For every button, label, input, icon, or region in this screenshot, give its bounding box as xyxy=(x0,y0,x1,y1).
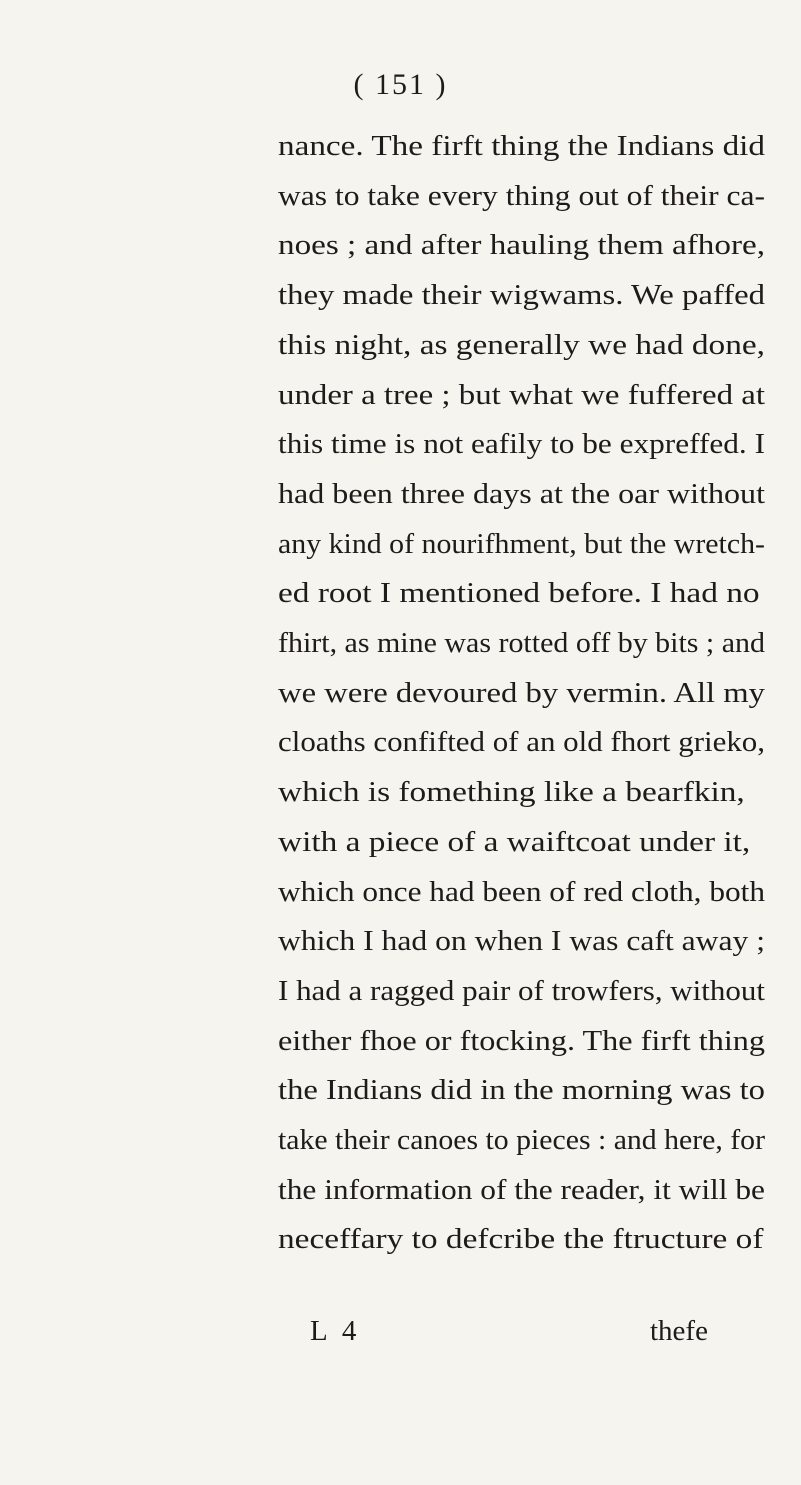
text-line: the information of the reader, it will be xyxy=(278,1173,765,1206)
text-line: the Indians did in the morning was to xyxy=(278,1074,765,1107)
text-line: any kind of nourifhment, but the wretch- xyxy=(278,527,765,560)
page-number: ( 151 ) xyxy=(353,68,448,101)
text-line: cloaths confifted of an old fhort grieko, xyxy=(278,726,765,759)
text-line: noes ; and after hauling them afhore, xyxy=(278,229,765,262)
text-line: fhirt, as mine was rotted off by bits ; and xyxy=(278,627,765,659)
text-line: they made their wigwams. We paffed xyxy=(278,279,765,312)
text-line: which I had on when I was caft away ; xyxy=(278,925,765,958)
text-line: take their canoes to pieces : and here, for xyxy=(278,1124,765,1156)
text-line: which once had been of red cloth, both xyxy=(278,875,765,908)
text-line: either fhoe or ftocking. The firft thing xyxy=(278,1024,765,1057)
text-line: under a tree ; but what we fuffered at xyxy=(278,378,765,411)
text-line: this time is not eafily to be expreffed. I xyxy=(278,428,765,461)
text-line: neceffary to defcribe the ftructure of xyxy=(278,1223,764,1256)
text-line: this night, as generally we had done, xyxy=(278,328,765,361)
text-line: with a piece of a waiftcoat under it, xyxy=(278,825,751,858)
text-line: ed root I mentioned before. I had no xyxy=(278,577,760,610)
text-line: was to take every thing out of their ca- xyxy=(278,179,765,212)
text-line: we were devoured by vermin. All my xyxy=(278,676,765,709)
text-line: nance. The firft thing the Indians did xyxy=(278,130,765,162)
text-line: which is fomething like a bearfkin, xyxy=(278,776,745,809)
catchword: thefe xyxy=(650,1315,708,1347)
signature-mark: L 4 xyxy=(310,1315,361,1347)
text-line: I had a ragged pair of trowfers, without xyxy=(278,974,765,1007)
text-line: had been three days at the oar without xyxy=(278,477,765,510)
